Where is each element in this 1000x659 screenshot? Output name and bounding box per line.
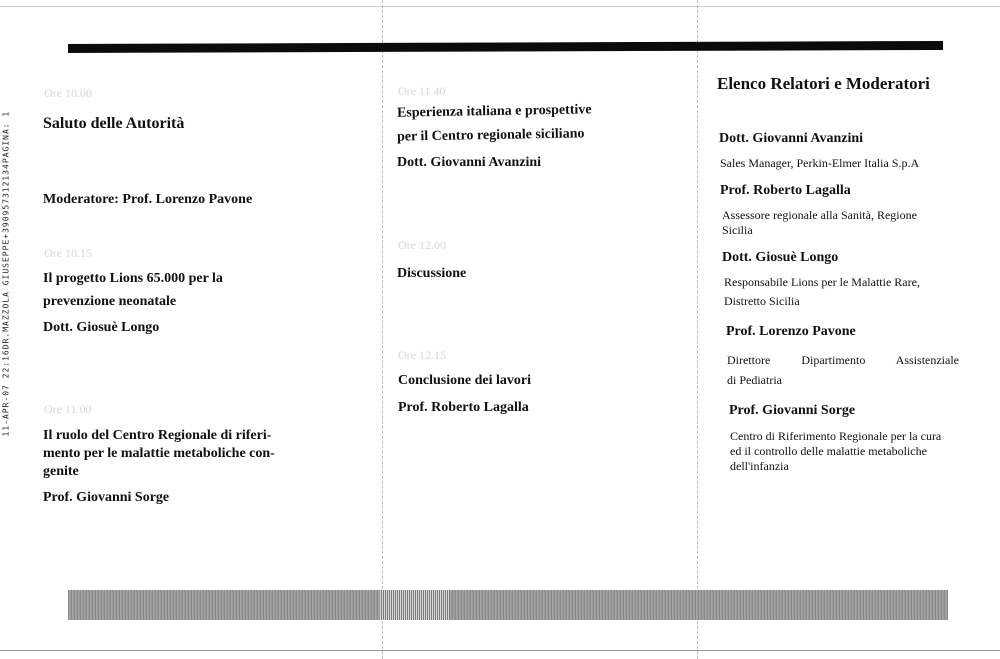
item-centro-3: genite xyxy=(43,464,79,479)
moderator: Moderatore: Prof. Lorenzo Pavone xyxy=(43,192,253,207)
bar-streak xyxy=(380,590,450,620)
fax-header xyxy=(1,110,11,437)
item-lions-2: prevenzione neonatale xyxy=(43,294,177,309)
item-centro-1: Il ruolo del Centro Regionale di riferi- xyxy=(43,428,272,443)
speaker-role-lagalla-2: Sicilia xyxy=(722,223,753,237)
fax-date: 11-APR-07 22:16 xyxy=(1,349,11,437)
speaker-role-avanzini: Sales Manager, Perkin-Elmer Italia S.p.A xyxy=(720,156,920,170)
time-1000: Ore 10.00 xyxy=(44,86,92,100)
fax-page: PAGINA: 1 xyxy=(1,110,11,164)
speaker-role-pavone-2: di Pediatria xyxy=(727,373,782,387)
top-black-bar xyxy=(68,41,943,53)
item-conclusione: Conclusione dei lavori xyxy=(398,373,532,388)
speaker-name-lagalla: Prof. Roberto Lagalla xyxy=(720,183,851,198)
speakers-heading: Elenco Relatori e Moderatori xyxy=(717,74,930,93)
speaker-longo: Dott. Giosuè Longo xyxy=(43,320,160,335)
speaker-role-longo-2: Distretto Sicilia xyxy=(724,294,800,308)
time-1015: Ore 10.15 xyxy=(44,246,92,260)
speaker-name-longo: Dott. Giosuè Longo xyxy=(722,250,839,265)
bottom-scan-line xyxy=(0,650,1000,651)
speaker-name-avanzini: Dott. Giovanni Avanzini xyxy=(719,131,864,146)
item-esperienza-2: per il Centro regionale siciliano xyxy=(396,126,585,145)
speaker-name-sorge: Prof. Giovanni Sorge xyxy=(729,403,856,418)
fold-line-left xyxy=(382,0,383,659)
speaker-role-sorge-1: Centro di Riferimento Regionale per la cura xyxy=(730,429,942,443)
item-discussione: Discussione xyxy=(397,266,467,281)
speaker-role-longo-1: Responsabile Lions per le Malattie Rare, xyxy=(724,275,920,289)
speaker-role-lagalla-1: Assessore regionale alla Sanità, Regione xyxy=(722,208,917,222)
item-saluto: Saluto delle Autorità xyxy=(43,115,185,132)
time-1215: Ore 12.15 xyxy=(398,348,446,362)
item-centro-2: mento per le malattie metaboliche con- xyxy=(43,446,275,461)
fax-sender: DR.MAZZOLA GIUSEPPE xyxy=(1,238,11,350)
time-1140: Ore 11.40 xyxy=(398,84,446,98)
fold-line-right xyxy=(697,0,698,659)
time-1200: Ore 12.00 xyxy=(398,238,446,252)
time-1100: Ore 11.00 xyxy=(44,402,92,416)
bottom-gray-bar xyxy=(68,590,948,620)
speaker-avanzini: Dott. Giovanni Avanzini xyxy=(397,155,542,170)
item-esperienza-1: Esperienza italiana e prospettive xyxy=(396,102,592,121)
top-scan-line xyxy=(0,6,1000,7)
speaker-lagalla: Prof. Roberto Lagalla xyxy=(398,400,529,415)
speaker-role-sorge-3: dell'infanzia xyxy=(730,459,789,473)
speaker-role-sorge-2: ed il controllo delle malattie metaboliche xyxy=(730,444,927,458)
speaker-name-pavone: Prof. Lorenzo Pavone xyxy=(726,324,856,339)
speaker-sorge: Prof. Giovanni Sorge xyxy=(43,490,170,505)
item-lions-1: Il progetto Lions 65.000 per la xyxy=(43,271,223,286)
speaker-role-pavone-1: Direttore Dipartimento Assistenziale xyxy=(727,353,959,367)
fax-number: +390957312134 xyxy=(1,163,11,239)
